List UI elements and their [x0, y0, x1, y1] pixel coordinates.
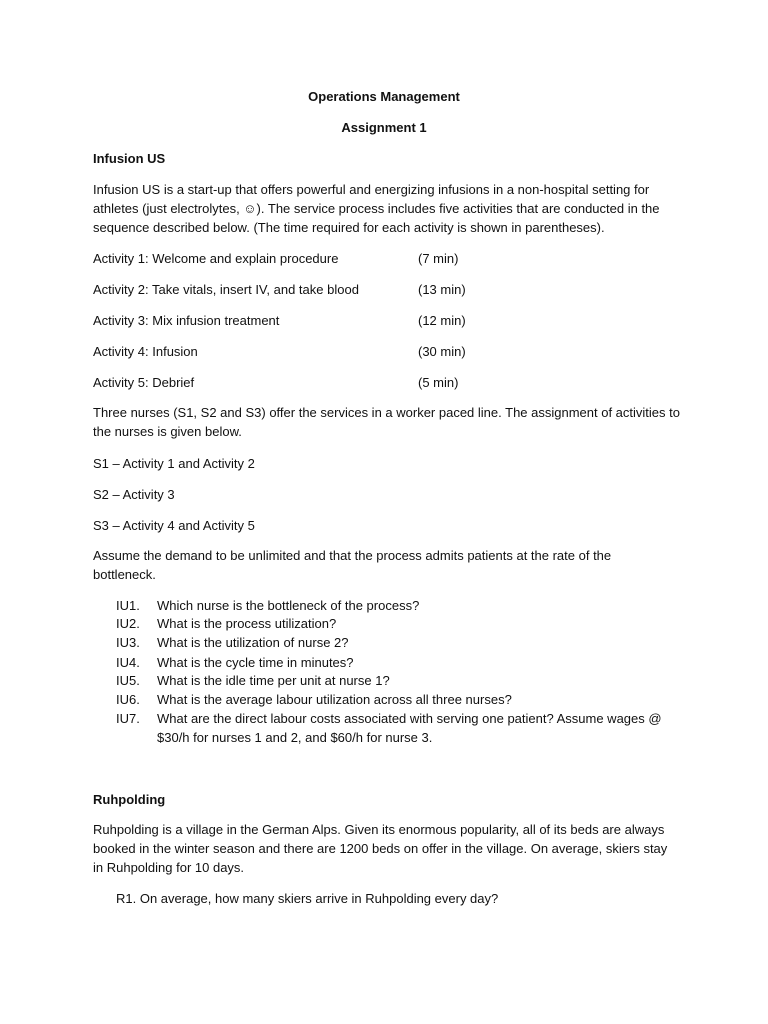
question-number: IU7. — [116, 711, 140, 726]
question-number: IU6. — [116, 692, 140, 707]
activity-time: (30 min) — [418, 344, 466, 359]
paragraph-line: bottleneck. — [93, 567, 156, 582]
question-number: IU1. — [116, 598, 140, 613]
paragraph-line: Ruhpolding is a village in the German Alps. Given its enormous popularity, all of its beds are always — [93, 822, 665, 837]
nurse-assignment: S3 – Activity 4 and Activity 5 — [93, 518, 255, 533]
paragraph-line: athletes (just electrolytes, ☺). The service process includes five activities that are conducted in the — [93, 201, 660, 216]
paragraph-line: sequence described below. (The time required for each activity is shown in parentheses). — [93, 220, 605, 235]
question-text: What is the average labour utilization across all three nurses? — [157, 692, 512, 707]
question-number: IU3. — [116, 635, 140, 650]
activity-label: Activity 3: Mix infusion treatment — [93, 313, 280, 328]
paragraph-line: in Ruhpolding for 10 days. — [93, 860, 245, 875]
question-text: What are the direct labour costs associated with serving one patient? Assume wages @ — [157, 711, 662, 726]
question-text: What is the cycle time in minutes? — [157, 655, 354, 670]
assumption-paragraph — [93, 546, 683, 584]
question-number: IU2. — [116, 616, 140, 631]
paragraph-line: booked in the winter season and there are 1200 beds on offer in the village. On average, skiers stay — [93, 841, 668, 856]
assignment-title: Assignment 1 — [341, 120, 427, 135]
nurses-intro-paragraph — [93, 403, 683, 441]
paragraph-line: Three nurses (S1, S2 and S3) offer the services in a worker paced line. The assignment of activities to — [93, 405, 680, 420]
activity-label: Activity 1: Welcome and explain procedure — [93, 251, 339, 266]
activity-label: Activity 5: Debrief — [93, 375, 195, 390]
question-text: What is the process utilization? — [157, 616, 337, 631]
section-heading-ruhpolding: Ruhpolding — [93, 792, 166, 807]
ruhpolding-intro-paragraph — [93, 820, 683, 877]
activity-time: (7 min) — [418, 251, 459, 266]
infusion-intro-paragraph — [93, 180, 683, 237]
paragraph-line: Assume the demand to be unlimited and that the process admits patients at the rate of the — [93, 548, 612, 563]
nurse-assignment: S2 – Activity 3 — [93, 487, 175, 502]
paragraph-line: Infusion US is a start-up that offers powerful and energizing infusions in a non-hospital setting for — [93, 182, 650, 197]
question-text: What is the utilization of nurse 2? — [157, 635, 349, 650]
question-text: Which nurse is the bottleneck of the process? — [157, 598, 420, 613]
activity-label: Activity 2: Take vitals, insert IV, and take blood — [93, 282, 359, 297]
section-heading-infusion: Infusion US — [93, 151, 166, 166]
ruhpolding-question: R1. On average, how many skiers arrive in Ruhpolding every day? — [116, 891, 499, 906]
question-text: What is the idle time per unit at nurse 1? — [157, 673, 390, 688]
activity-label: Activity 4: Infusion — [93, 344, 198, 359]
activity-time: (12 min) — [418, 313, 466, 328]
question-text: $30/h for nurses 1 and 2, and $60/h for nurse 3. — [157, 730, 433, 745]
paragraph-line: the nurses is given below. — [93, 424, 242, 439]
course-title: Operations Management — [308, 89, 460, 104]
question-number: IU5. — [116, 673, 140, 688]
nurse-assignment: S1 – Activity 1 and Activity 2 — [93, 456, 255, 471]
activity-time: (13 min) — [418, 282, 466, 297]
question-number: IU4. — [116, 655, 140, 670]
activity-time: (5 min) — [418, 375, 459, 390]
